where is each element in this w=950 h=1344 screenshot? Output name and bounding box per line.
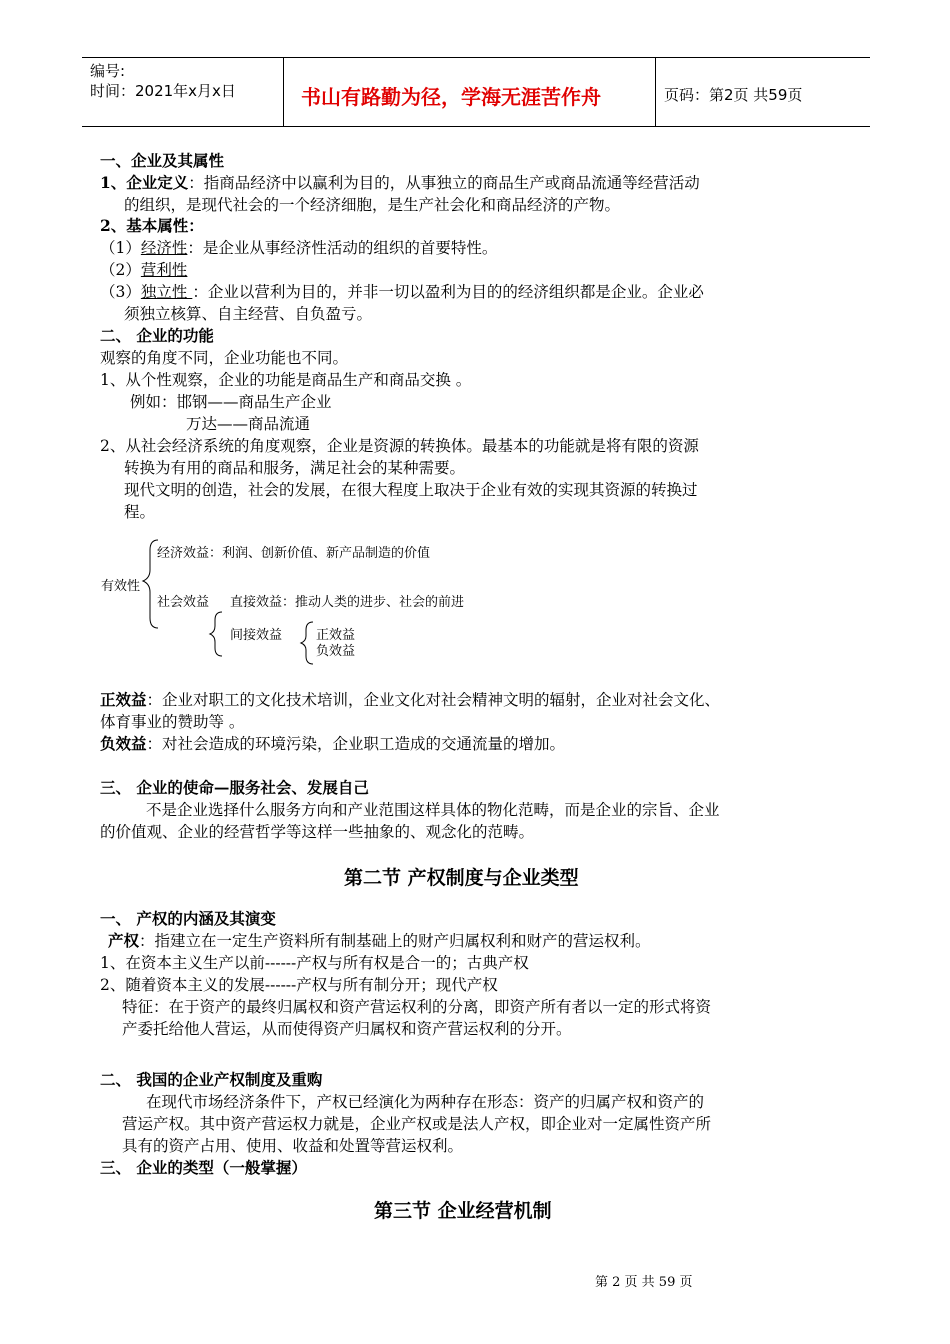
section2-def bbox=[108, 929, 651, 951]
section2-title: 第二节 产权制度与企业类型 bbox=[344, 867, 579, 889]
diagram-indirect: 间接效益 bbox=[230, 628, 283, 643]
section2-l3a: 特征：在于资产的最终归属权和资产营运权利的分离，即资产所有者以一定的形式将资 bbox=[122, 998, 712, 1016]
s2-line3: 例如：邯钢——商品生产企业 bbox=[130, 393, 332, 411]
s1-item1-text-a: ：指商品经济中以赢利为目的，从事独立的商品生产或商品流通等经营活动 bbox=[188, 174, 700, 192]
section2-h2: 二、 我国的企业产权制度及重购 bbox=[100, 1070, 323, 1089]
diagram-social: 社会效益 bbox=[157, 595, 210, 610]
header-time-label: 时间：2021年x月x日 bbox=[90, 82, 236, 100]
diagram-econ: 经济效益：利润、创新价值、新产品制造的价值 bbox=[157, 546, 431, 561]
s2-heading: 二、 企业的功能 bbox=[100, 326, 214, 345]
section2-h3: 三、 企业的类型（一般掌握） bbox=[100, 1158, 307, 1177]
s1-attr3-text-b: 须独立核算、自主经营、自负盈亏。 bbox=[124, 305, 373, 323]
section3-title: 第三节 企业经营机制 bbox=[374, 1200, 552, 1222]
header-number-label: 编号: bbox=[90, 62, 126, 80]
s2-line6b: 程。 bbox=[124, 503, 156, 521]
diagram-positive: 正效益 bbox=[316, 628, 356, 643]
section2-p2b: 营运产权。其中资产营运权力就是，企业产权或是法人产权，即企业对一定属性资产所 bbox=[122, 1115, 712, 1133]
s2-line5a: 2、从社会经济系统的角度观察，企业是资源的转换体。最基本的功能就是将有限的资源 bbox=[100, 437, 699, 455]
s3-heading: 三、 企业的使命—服务社会、发展自己 bbox=[100, 778, 369, 797]
section2-l3b: 产委托给他人营运，从而使得资产归属权和资产营运权利的分开。 bbox=[122, 1020, 572, 1038]
s1-attr3-term: 独立性 bbox=[140, 283, 193, 301]
s1-item1-text-b: 的组织，是现代社会的一个经济细胞，是生产社会化和商品经济的产物。 bbox=[124, 196, 621, 214]
s1-item2-label: 2、基本属性： bbox=[100, 216, 204, 235]
section2-h1: 一、 产权的内涵及其演变 bbox=[100, 909, 276, 928]
section2-p2a: 在现代市场经济条件下，产权已经演化为两种存在形态：资产的归属产权和资产的 bbox=[146, 1093, 705, 1111]
section2-l1: 1、在资本主义生产以前------产权与所有权是合一的；古典产权 bbox=[100, 954, 529, 972]
effects-pos-text-b: 体育事业的赞助等 。 bbox=[100, 713, 245, 731]
diagram-indirect-brace bbox=[301, 622, 313, 664]
s2-line6a: 现代文明的创造，社会的发展，在很大程度上取决于企业有效的实现其资源的转换过 bbox=[124, 481, 698, 499]
section2-def-text: ：指建立在一定生产资料所有制基础上的财产归属权利和财产的营运权利。 bbox=[139, 932, 651, 950]
s1-attr3-num: （3） bbox=[100, 283, 141, 301]
diagram-root-brace bbox=[143, 540, 158, 628]
effects-pos-text-a: ：企业对职工的文化技术培训，企业文化对社会精神文明的辐射，企业对社会文化、 bbox=[146, 691, 721, 709]
effects-neg-text: ：对社会造成的环境污染，企业职工造成的交通流量的增加。 bbox=[146, 735, 566, 753]
footer-page-number: 第 2 页 共 59 页 bbox=[595, 1275, 693, 1290]
s2-line4: 万达——商品流通 bbox=[186, 415, 311, 433]
effects-neg-label: 负效益 bbox=[100, 735, 147, 753]
s1-attr1-num: （1） bbox=[100, 239, 141, 257]
s3-text-a: 不是企业选择什么服务方向和产业范围这样具体的物化范畴，而是企业的宗旨、企业 bbox=[146, 801, 720, 819]
diagram-direct: 直接效益：推动人类的进步、社会的前进 bbox=[230, 595, 465, 610]
s2-line5b: 转换为有用的商品和服务，满足社会的某种需要。 bbox=[124, 459, 466, 477]
s1-attr2-term: 营利性 bbox=[140, 261, 188, 279]
header-motto: 书山有路勤为径，学海无涯苦作舟 bbox=[301, 85, 601, 109]
diagram-negative: 负效益 bbox=[316, 644, 356, 659]
header-page-label: 页码：第2页 共59页 bbox=[664, 86, 803, 104]
diagram-social-brace bbox=[210, 612, 222, 656]
s3-text-b: 的价值观、企业的经营哲学等这样一些抽象的、观念化的范畴。 bbox=[100, 823, 535, 841]
effects-negative bbox=[100, 732, 565, 754]
s1-item1-label: 1、企业定义 bbox=[100, 173, 189, 192]
s1-attr2-num: （2） bbox=[100, 261, 141, 279]
s1-heading: 一、企业及其属性 bbox=[100, 151, 225, 170]
section2-p2c: 具有的资产占用、使用、收益和处置等营运权利。 bbox=[122, 1137, 464, 1155]
section2-def-label: 产权 bbox=[108, 931, 140, 950]
diagram-root: 有效性 bbox=[101, 579, 141, 594]
effects-positive bbox=[100, 688, 720, 710]
s2-line2: 1、从个性观察，企业的功能是商品生产和商品交换 。 bbox=[100, 371, 472, 389]
s2-line1: 观察的角度不同，企业功能也不同。 bbox=[100, 349, 349, 367]
s1-attr1-text: ：是企业从事经济性活动的组织的首要特性。 bbox=[187, 239, 498, 257]
s1-attr3-text-a: ：企业以营利为目的，并非一切以盈利为目的的经济组织都是企业。企业必 bbox=[192, 283, 704, 301]
section2-l2: 2、随着资本主义的发展------产权与所有制分开；现代产权 bbox=[100, 976, 498, 994]
effects-pos-label: 正效益 bbox=[100, 691, 147, 709]
s1-attr1-term: 经济性 bbox=[140, 239, 188, 257]
